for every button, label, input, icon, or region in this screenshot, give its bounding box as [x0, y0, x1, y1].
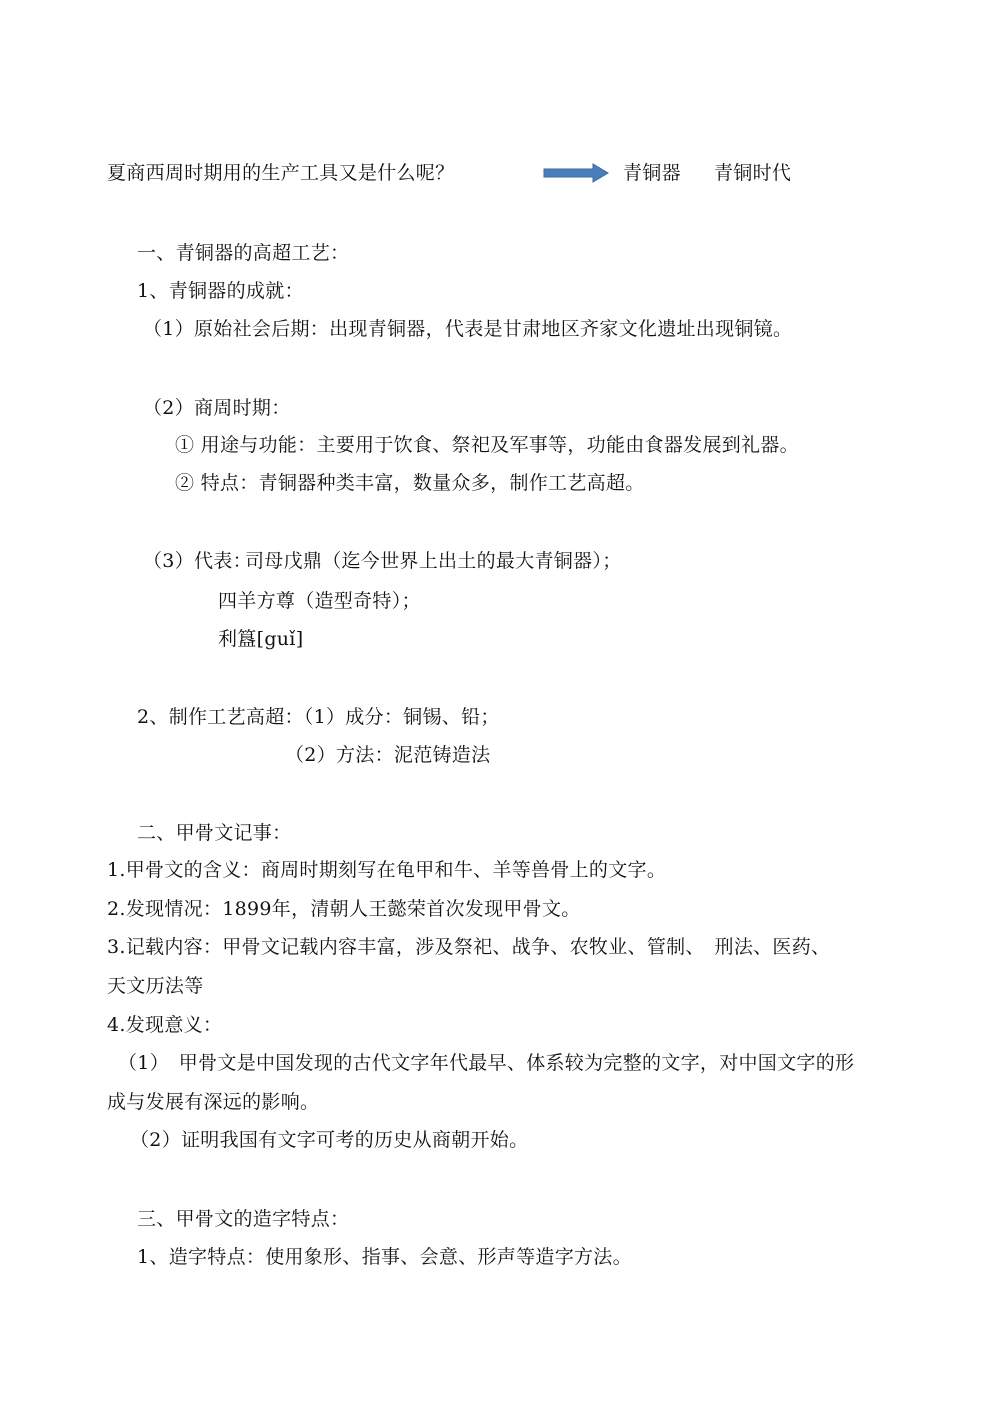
section-2-line-4: 4.发现意义： — [107, 1014, 223, 1036]
section-1-point-1: （1）原始社会后期：出现青铜器，代表是甘肃地区齐家文化遗址出现铜镜。 — [143, 318, 793, 340]
section-1-point-3-b: 四羊方尊（造型奇特）； — [218, 590, 421, 612]
section-1-point-2-b: ② 特点：青铜器种类丰富，数量众多，制作工艺高超。 — [175, 472, 645, 494]
section-1-point-3-c: 利簋[guǐ] — [218, 628, 304, 650]
section-2-line-3: 3.记载内容：甲骨文记载内容丰富，涉及祭祀、战争、农牧业、管制、 刑法、医药、 — [107, 936, 831, 958]
intro-answer-bronze: 青铜器 — [623, 162, 681, 184]
section-2-line-2: 2.发现情况：1899年，清朝人王懿荣首次发现甲骨文。 — [107, 898, 581, 920]
intro-question: 夏商西周时期用的生产工具又是什么呢？ — [107, 162, 455, 184]
section-1-point-2-title: （2）商周时期： — [143, 397, 291, 419]
section-1-sub-2: 2、制作工艺高超：（1）成分：铜锡、铅； — [137, 706, 500, 728]
section-1-sub-2-method: （2）方法：泥范铸造法 — [285, 744, 491, 766]
right-arrow-icon — [543, 163, 609, 183]
section-2-line-4-1-cont: 成与发展有深远的影响。 — [107, 1091, 320, 1113]
section-1-heading: 一、青铜器的高超工艺： — [137, 242, 350, 264]
section-3-line-1: 1、造字特点：使用象形、指事、会意、形声等造字方法。 — [137, 1246, 632, 1268]
section-1-point-3-label: （3）代表： — [143, 550, 252, 572]
section-2-line-4-1: （1） 甲骨文是中国发现的古代文字年代最早、体系较为完整的文字，对中国文字的形 — [118, 1052, 855, 1074]
section-2-heading: 二、甲骨文记事： — [137, 822, 292, 844]
section-1-point-2-a: ① 用途与功能：主要用于饮食、祭祀及军事等，功能由食器发展到礼器。 — [175, 434, 799, 456]
section-2-line-3-cont: 天文历法等 — [107, 975, 204, 997]
section-2-line-4-2: （2）证明我国有文字可考的历史从商朝开始。 — [130, 1129, 529, 1151]
section-1-point-3-a: 司母戊鼎（迄今世界上出土的最大青铜器）； — [245, 550, 622, 572]
section-2-line-1: 1.甲骨文的含义：商周时期刻写在龟甲和牛、羊等兽骨上的文字。 — [107, 859, 667, 881]
section-3-heading: 三、甲骨文的造字特点： — [137, 1208, 350, 1230]
intro-answer-bronze-age: 青铜时代 — [714, 162, 792, 184]
section-1-sub-1: 1、青铜器的成就： — [137, 280, 304, 302]
